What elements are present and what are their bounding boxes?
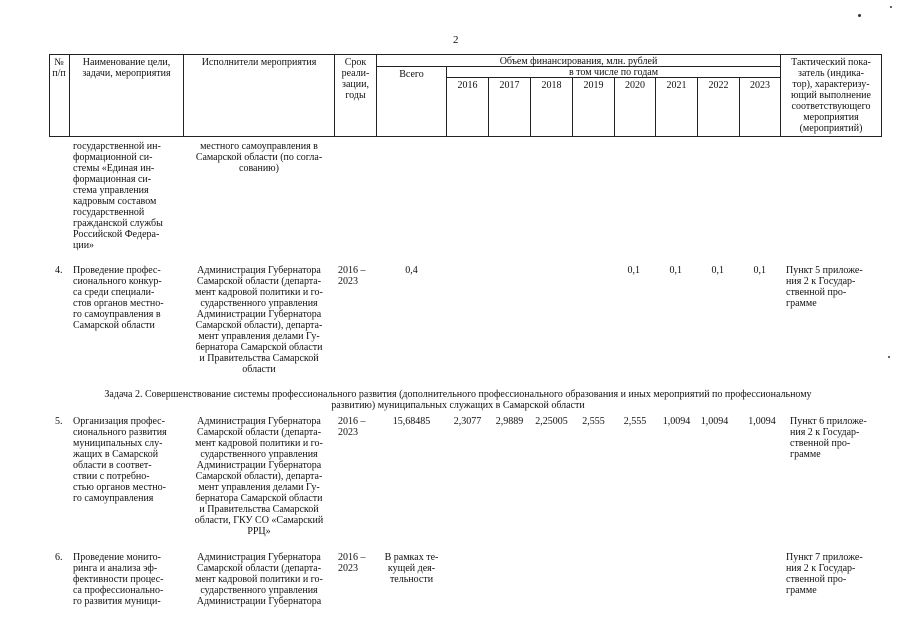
row5-executors: Администрация Губернатора Самарской области (департа- мент кадровой политики и го- сударственного управления Администрации Губернатора Самарской области), департа- мент управления делами Гу- бернатора Самарской области и Правительства Самарской области, ГКУ СО «Самарский РРЦ» [194,416,324,537]
row4-name: Проведение профес- сионального конкур- са среди специали- стов органов местно- го самоуправления в Самарской области [73,265,164,331]
task-2-heading: Задача 2. Совершенствование системы профессионального развития (дополнительного профессионального образования и иных мероприятий по профессиональному развитию) муниципальных служащих в Самарской области [104,389,812,411]
row5-2019: 2,555 [582,416,605,427]
row4-indicator: Пункт 5 приложе- ния 2 к Государ- ственной про- грамме [786,265,863,309]
header-funding: Объем финансирования, млн. рублей [499,56,658,67]
row6-name: Проведение монито- ринга и анализа эф- фективности процес- са профессионально- го развития муници- [73,552,164,607]
header-year-2018: 2018 [541,80,562,91]
header-term: Срок реали- зации, годы [341,57,370,101]
header-year-2023: 2023 [750,80,770,91]
row5-term: 2016 – 2023 [338,416,366,438]
row4-2020: 0,1 [627,265,640,276]
header-year-2019: 2019 [583,80,604,91]
row4-total: 0,4 [405,265,418,276]
cont-executors: местного самоуправления в Самарской области (по согла- сованию) [195,141,323,174]
header-num: № п/п [52,57,66,79]
row5-total: 15,68485 [392,416,431,427]
row5-2017: 2,9889 [495,416,524,427]
header-total: Всего [399,69,424,80]
row5-indicator: Пункт 6 приложе- ния 2 к Государ- ственной про- грамме [790,416,867,460]
scan-speck [890,6,892,8]
row6-indicator: Пункт 7 приложе- ния 2 к Государ- ственной про- грамме [786,552,863,596]
row4-2023: 0,1 [753,265,766,276]
header-year-2022: 2022 [708,80,729,91]
row5-2021: 1,0094 [662,416,691,427]
row5-2022: 1,0094 [700,416,729,427]
row6-num: 6. [55,552,63,563]
row5-2020: 2,555 [623,416,647,427]
row5-name: Организация профес- сионального развития муниципальных слу- жащих в Самарской области в соответ- ствии с потребно- стью органов местно- го самоуправления [73,416,167,504]
row4-term: 2016 – 2023 [338,265,366,287]
header-executors: Исполнители мероприятия [201,57,317,68]
row4-2021: 0,1 [669,265,682,276]
row5-num: 5. [55,416,63,427]
header-name: Наименование цели, задачи, мероприятия [82,57,171,79]
header-year-2020: 2020 [625,80,645,91]
header-year-2017: 2017 [499,80,520,91]
scan-speck [888,356,890,358]
row6-term: 2016 – 2023 [338,552,366,574]
row6-total: В рамках те- кущей дея- тельности [384,552,439,585]
header-indicator: Тактический пока- затель (индика- тор), характеризу- ющий выполнение соответствующего мероприятия (мероприятий) [791,57,871,134]
cont-name: государственной ин- формационной си- стемы «Единая ин- формационная си- стема управления кадровым составом государственной гражданской службы Российской Федера- ции» [73,141,163,251]
scan-speck [858,14,861,17]
row5-2018: 2,25005 [535,416,568,427]
header-by-years: в том числе по годам [568,67,659,78]
row4-2022: 0,1 [711,265,724,276]
row4-num: 4. [55,265,63,276]
row5-2023: 1,0094 [748,416,776,427]
header-year-2021: 2021 [666,80,687,91]
header-year-2016: 2016 [457,80,478,91]
row5-2016: 2,3077 [453,416,482,427]
page-number: 2 [453,34,459,46]
row6-executors: Администрация Губернатора Самарской области (департа- мент кадровой политики и го- сударственного управления Администрации Губернатора [195,552,323,607]
row4-executors: Администрация Губернатора Самарской области (департа- мент кадровой политики и го- сударственного управления Администрации Губернатора Самарской области), департа- мент управления делами Гу- бернатора Самарской области и Правительства Самарской области [195,265,323,375]
